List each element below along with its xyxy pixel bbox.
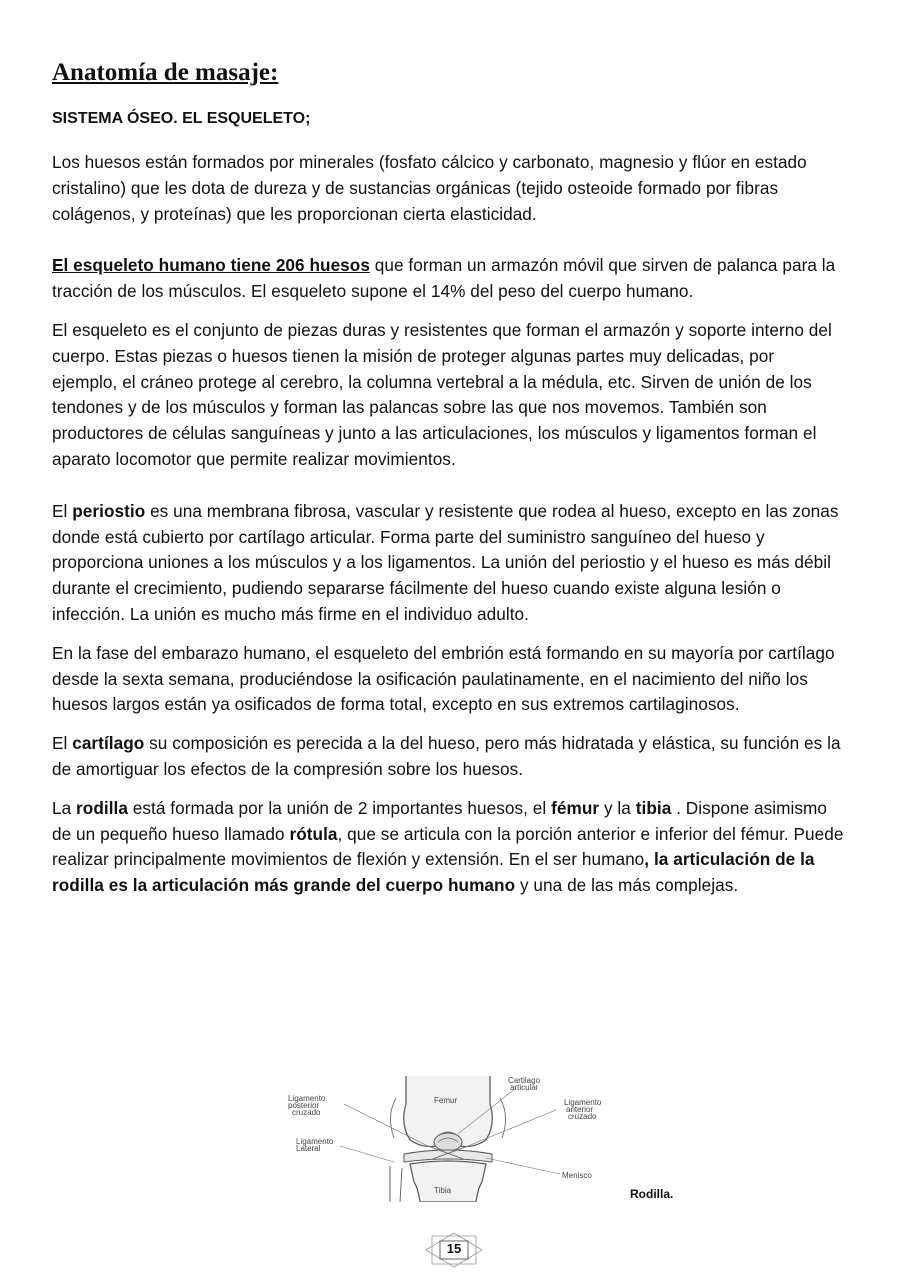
label-lig-lat-2: Lateral (296, 1144, 321, 1153)
paragraph-text: . Dispone asimismo de un pequeño hueso llamado (52, 797, 828, 844)
paragraph-text: , que se articula con la porción anterior e inferior del fémur. Puede realizar principalmente movimientos de flexión y extensión. En el ser humano (52, 823, 844, 870)
label-lig-lat: Ligamento (296, 1137, 334, 1146)
paragraph-text: y una de las más complejas. (515, 875, 739, 896)
label-lig-ant-3: cruzado (568, 1112, 597, 1121)
label-lig-post-3: cruzado (292, 1108, 321, 1117)
bold-periostio: periostio (72, 500, 146, 521)
paragraph-text: El (52, 500, 73, 521)
paragraph-embarazo: En la fase del embarazo humano, el esqueleto del embrión está formando en su mayoría por cartílago desde la sexta semana, produciéndose la osificación paulatinamente, en el nacimiento del niño los huesos largos están ya osificados de forma total, excepto en sus extremos cartilaginosos. (52, 642, 835, 715)
bold-cartilago: cartílago (72, 733, 145, 754)
page-title: Anatomía de masaje: (52, 59, 279, 86)
bold-rotula: rótula (289, 823, 338, 844)
label-tibia: Tibia (434, 1186, 452, 1195)
paragraph-text: su composición es perecida a la del hueso, pero más hidratada y elástica, su función es la de amortiguar los efectos de la compresión sobre los huesos. (52, 733, 841, 779)
paragraph-text: que forman un armazón móvil que sirven de palanca para la tracción de los músculos. El esqueleto supone el 14% del peso del cuerpo humano. (52, 255, 836, 302)
paragraph-periostio (52, 499, 844, 628)
section-heading: SISTEMA ÓSEO. EL ESQUELETO; (52, 110, 311, 127)
page-number-badge (424, 1232, 484, 1268)
bold-rodilla: rodilla (76, 797, 128, 818)
figure-caption: Rodilla. (630, 1187, 674, 1201)
bold-femur: fémur (551, 797, 600, 818)
label-lig-ant: Ligamento (564, 1098, 602, 1107)
paragraph-text: La (52, 797, 77, 818)
label-cartilago-2: articular (510, 1083, 539, 1092)
paragraph-text: y la (599, 797, 636, 818)
label-lig-post: Ligamento (288, 1094, 326, 1103)
label-cartilago: Cartilago (508, 1076, 541, 1085)
paragraph-huesos-composicion: Los huesos están formados por minerales (fosfato cálcico y carbonato, magnesio y flúor en estado cristalino) que les dota de dureza y de sustancias orgánicas (tejido osteoide formado por fibras colágenos, y proteínas) que les proporcionan cierta elasticidad. (52, 152, 807, 224)
paragraph-206-huesos (52, 253, 844, 305)
paragraph-cartilago (52, 731, 844, 783)
bold-206-huesos: El esqueleto humano tiene 206 huesos (52, 255, 370, 276)
label-menisco: Menisco (562, 1171, 592, 1180)
label-lig-post-2: posterior (288, 1101, 320, 1110)
paragraph-text: es una membrana fibrosa, vascular y resistente que rodea al hueso, excepto en las zonas donde está cubierto por cartílago articular. Forma parte del suministro sanguíneo del hueso y proporciona uniones a los músculos y a los ligamentos. La unión del periostio y el hueso es más débil durante el crecimiento, pudiendo separarse fácilmente del hueso cuando existe alguna lesión o infección. La unión es mucho más firme en el individuo adulto. (52, 500, 839, 624)
bold-articulacion: , la articulación de la rodilla es la articulación más grande del cuerpo humano (52, 849, 815, 896)
paragraph-esqueleto: El esqueleto es el conjunto de piezas duras y resistentes que forman el armazón y soporte interno del cuerpo. Estas piezas o huesos tienen la misión de proteger algunas partes muy delicadas, por ejemplo, el cráneo protege al cerebro, la columna vertebral a la médula, etc. Sirven de unión de los tendones y de los músculos y forman las palancas sobre las que nos movemos. También son productores de células sanguíneas y junto a las articulaciones, los músculos y ligamentos forman el aparato locomotor que permite realizar movimientos. (52, 319, 832, 469)
paragraph-text: El (52, 733, 73, 754)
paragraph-rodilla (52, 796, 844, 899)
paragraph-text: está formada por la unión de 2 importantes huesos, el (127, 797, 552, 818)
label-femur: Femur (434, 1096, 458, 1105)
label-lig-ant-2: anterior (566, 1105, 594, 1114)
page-number: 15 (446, 1241, 462, 1256)
bold-tibia: tibia (635, 797, 672, 818)
document-page (52, 58, 844, 912)
knee-anatomy-illustration (278, 1076, 618, 1202)
